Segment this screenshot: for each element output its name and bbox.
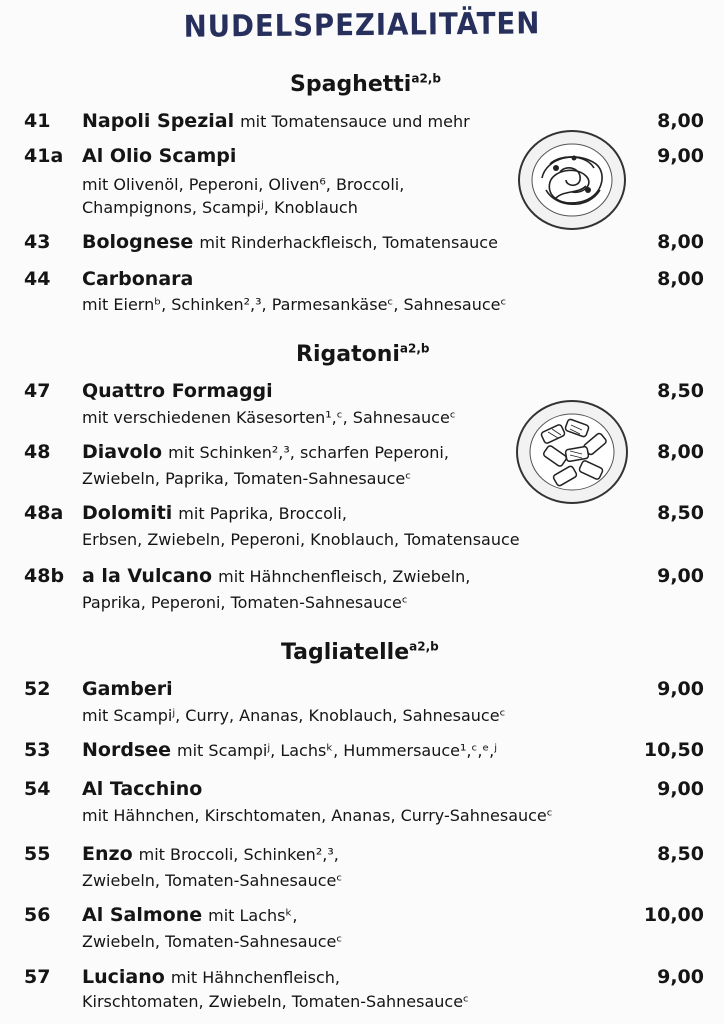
item-name: Nordsee — [82, 739, 172, 761]
item-price: 9,00 — [657, 565, 704, 587]
item-description: mit Rinderhackfleisch, Tomatensauce — [199, 233, 498, 252]
item-description: mit Hähnchenfleisch, Zwiebeln, — [218, 567, 471, 586]
item-name: Quattro Formaggi — [82, 380, 273, 402]
item-name: Luciano — [82, 966, 165, 988]
section-heading-spaghetti — [290, 72, 441, 97]
item-number: 52 — [24, 678, 51, 700]
item-name: Bolognese — [82, 231, 194, 253]
item-description: mit Hähnchen, Kirschtomaten, Ananas, Curry-Sahnesauceᶜ — [82, 806, 553, 825]
item-description: Zwiebeln, Tomaten-Sahnesauceᶜ — [82, 871, 343, 890]
item-name: Enzo — [82, 843, 133, 865]
item-line — [82, 778, 208, 800]
item-line — [82, 904, 297, 926]
item-price: 9,00 — [657, 145, 704, 167]
item-description: mit Hähnchenfleisch, — [170, 968, 340, 987]
item-line — [82, 380, 279, 402]
item-line — [82, 565, 470, 587]
item-description: Kirschtomaten, Zwiebeln, Tomaten-Sahnesauceᶜ — [82, 992, 469, 1011]
item-line — [82, 843, 339, 865]
item-description: mit Scampiʲ, Curry, Ananas, Knoblauch, Sahnesauceᶜ — [82, 706, 506, 725]
item-number: 47 — [24, 380, 51, 402]
item-name: Al Salmone — [82, 904, 203, 926]
item-description: mit Tomatensauce und mehr — [240, 112, 470, 131]
item-line — [82, 145, 242, 167]
item-number: 41 — [24, 110, 51, 132]
item-name: Gamberi — [82, 678, 173, 700]
item-description: mit Olivenöl, Peperoni, Oliven⁶, Broccoli, — [82, 175, 405, 194]
item-price: 9,00 — [657, 966, 704, 988]
item-price: 8,00 — [657, 268, 704, 290]
item-number: 53 — [24, 739, 51, 761]
page-title: NUDELSPEZIALITÄTEN — [183, 6, 541, 45]
section-heading-text: Tagliatelle — [281, 640, 410, 665]
item-name: a la Vulcano — [82, 565, 213, 587]
section-heading-allergens: a2,b — [399, 341, 430, 356]
item-number: 48 — [24, 441, 51, 463]
item-description: mit Schinken²,³, scharfen Peperoni, — [168, 443, 449, 462]
item-line — [82, 441, 449, 463]
item-price: 8,50 — [657, 843, 704, 865]
item-line — [82, 739, 497, 761]
item-name: Al Olio Scampi — [82, 145, 237, 167]
item-description: mit Lachsᵏ, — [208, 906, 298, 925]
item-number: 44 — [24, 268, 51, 290]
item-description: Erbsen, Zwiebeln, Peperoni, Knoblauch, Tomatensauce — [82, 530, 520, 549]
item-description: Champignons, Scampiʲ, Knoblauch — [82, 198, 358, 217]
item-number: 55 — [24, 843, 51, 865]
item-price: 8,00 — [657, 441, 704, 463]
section-heading-text: Spaghetti — [290, 72, 412, 97]
item-description: mit verschiedenen Käsesorten¹,ᶜ, Sahnesauceᶜ — [82, 408, 456, 427]
item-price: 8,00 — [657, 231, 704, 253]
item-number: 48b — [24, 565, 65, 587]
item-line — [82, 502, 347, 524]
item-name: Carbonara — [82, 268, 194, 290]
item-description: mit Scampiʲ, Lachsᵏ, Hummersauce¹,ᶜ,ᵉ,ʲ — [177, 741, 498, 760]
item-price: 9,00 — [657, 678, 704, 700]
rigatoni-plate-icon — [514, 398, 630, 506]
item-name: Al Tacchino — [82, 778, 203, 800]
spaghetti-plate-icon — [516, 128, 628, 232]
item-description: Zwiebeln, Paprika, Tomaten-Sahnesauceᶜ — [82, 469, 412, 488]
item-number: 57 — [24, 966, 51, 988]
section-heading-rigatoni — [296, 342, 430, 367]
item-line — [82, 231, 498, 253]
item-description: mit Broccoli, Schinken²,³, — [138, 845, 339, 864]
item-number: 43 — [24, 231, 51, 253]
item-line — [82, 268, 199, 290]
item-line — [82, 966, 340, 988]
item-number: 48a — [24, 502, 64, 524]
section-heading-tagliatelle — [281, 640, 439, 665]
item-number: 56 — [24, 904, 51, 926]
item-number: 41a — [24, 145, 64, 167]
item-price: 8,50 — [657, 502, 704, 524]
item-description: Zwiebeln, Tomaten-Sahnesauceᶜ — [82, 932, 343, 951]
section-heading-allergens: a2,b — [411, 71, 441, 86]
item-name: Diavolo — [82, 441, 163, 463]
item-price: 8,00 — [657, 110, 704, 132]
item-price: 9,00 — [657, 778, 704, 800]
item-name: Dolomiti — [82, 502, 173, 524]
item-description: mit Paprika, Broccoli, — [178, 504, 347, 523]
item-description: mit Eiernᵇ, Schinken²,³, Parmesankäseᶜ, Sahnesauceᶜ — [82, 295, 507, 314]
item-price: 10,00 — [643, 904, 704, 926]
section-heading-allergens: a2,b — [409, 639, 439, 654]
item-line — [82, 110, 470, 132]
section-heading-text: Rigatoni — [296, 342, 400, 367]
item-name: Napoli Spezial — [82, 110, 235, 132]
item-number: 54 — [24, 778, 51, 800]
item-line — [82, 678, 179, 700]
item-price: 8,50 — [657, 380, 704, 402]
item-price: 10,50 — [643, 739, 704, 761]
item-description: Paprika, Peperoni, Tomaten-Sahnesauceᶜ — [82, 593, 408, 612]
